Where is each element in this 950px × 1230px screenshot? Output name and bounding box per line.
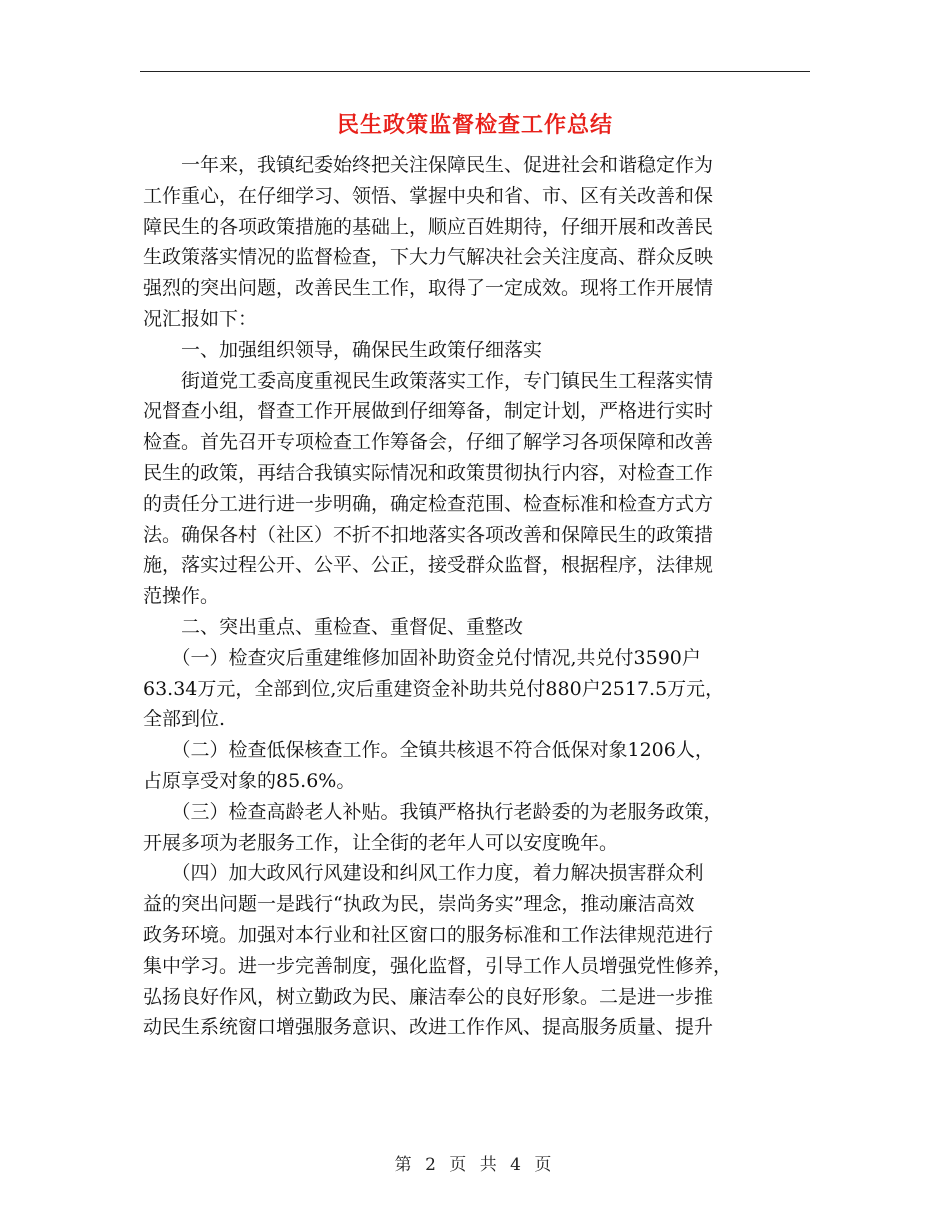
text-line: 街道党工委高度重视民生政策落实工作，专门镇民生工程落实情 xyxy=(143,369,714,392)
text-line: 集中学习。进一步完善制度，强化监督，引导工作人员增强党性修养， xyxy=(143,954,733,977)
text-line: 检查。首先召开专项检查工作筹备会，仔细了解学习各项保障和改善 xyxy=(143,431,714,454)
text-line: 弘扬良好作风，树立勤政为民、廉洁奉公的良好形象。二是进一步推 xyxy=(143,985,714,1008)
text-line: （二）检查低保核查工作。全镇共核退不符合低保对象1206人， xyxy=(143,739,714,762)
document-title: 民生政策监督检查工作总结 xyxy=(336,112,613,138)
text-line: 障民生的各项政策措施的基础上，顺应百姓期待，仔细开展和改善民 xyxy=(143,215,714,238)
text-line: 占原享受对象的85.6%。 xyxy=(143,769,356,792)
text-line: 63.34万元，全部到位,灾后重建资金补助共兑付880户2517.5万元， xyxy=(143,677,725,700)
text-line: 民生的政策，再结合我镇实际情况和政策贯彻执行内容，对检查工作 xyxy=(143,461,714,484)
text-line: 工作重心，在仔细学习、领悟、掌握中央和省、市、区有关改善和保 xyxy=(143,184,714,207)
text-line: （三）检查高龄老人补贴。我镇严格执行老龄委的为老服务政策， xyxy=(143,800,723,823)
text-line: 施，落实过程公开、公平、公正，接受群众监督，根据程序，法律规 xyxy=(143,554,714,577)
text-line: 一年来，我镇纪委始终把关注保障民生、促进社会和谐稳定作为 xyxy=(143,154,714,176)
header-rule xyxy=(140,71,810,72)
text-line: 强烈的突出问题，改善民生工作，取得了一定成效。现将工作开展情 xyxy=(143,277,714,300)
text-line: （一）检查灾后重建维修加固补助资金兑付情况,共兑付3590户 xyxy=(143,646,701,669)
text-line: 动民生系统窗口增强服务意识、改进工作作风、提高服务质量、提升 xyxy=(143,1016,714,1039)
text-line: 况汇报如下： xyxy=(143,307,258,330)
section-heading: 二、突出重点、重检查、重督促、重整改 xyxy=(143,615,524,638)
document-body xyxy=(143,150,810,1043)
text-line: 生政策落实情况的监督检查，下大力气解决社会关注度高、群众反映 xyxy=(143,246,714,269)
text-line: 的责任分工进行进一步明确，确定检查范围、检查标准和检查方式方 xyxy=(143,492,714,515)
text-line: 全部到位. xyxy=(143,708,226,731)
text-line: 开展多项为老服务工作，让全街的老年人可以安度晚年。 xyxy=(143,831,619,854)
text-line: 范操作。 xyxy=(143,585,220,608)
text-line: 政务环境。加强对本行业和社区窗口的服务标准和工作法律规范进行 xyxy=(143,923,714,946)
text-line: 益的突出问题一是践行“执政为民，崇尚务实”理念，推动廉洁高效 xyxy=(143,893,695,916)
section-heading: 一、加强组织领导，确保民生政策仔细落实 xyxy=(143,338,543,361)
page-number: 第 2 页 共 4 页 xyxy=(394,1155,556,1175)
text-line: 况督查小组，督查工作开展做到仔细筹备，制定计划，严格进行实时 xyxy=(143,400,714,423)
text-line: （四）加大政风行风建设和纠风工作力度，着力解决损害群众利 xyxy=(143,862,704,885)
text-line: 法。确保各村（社区）不折不扣地落实各项改善和保障民生的政策措 xyxy=(143,523,714,546)
